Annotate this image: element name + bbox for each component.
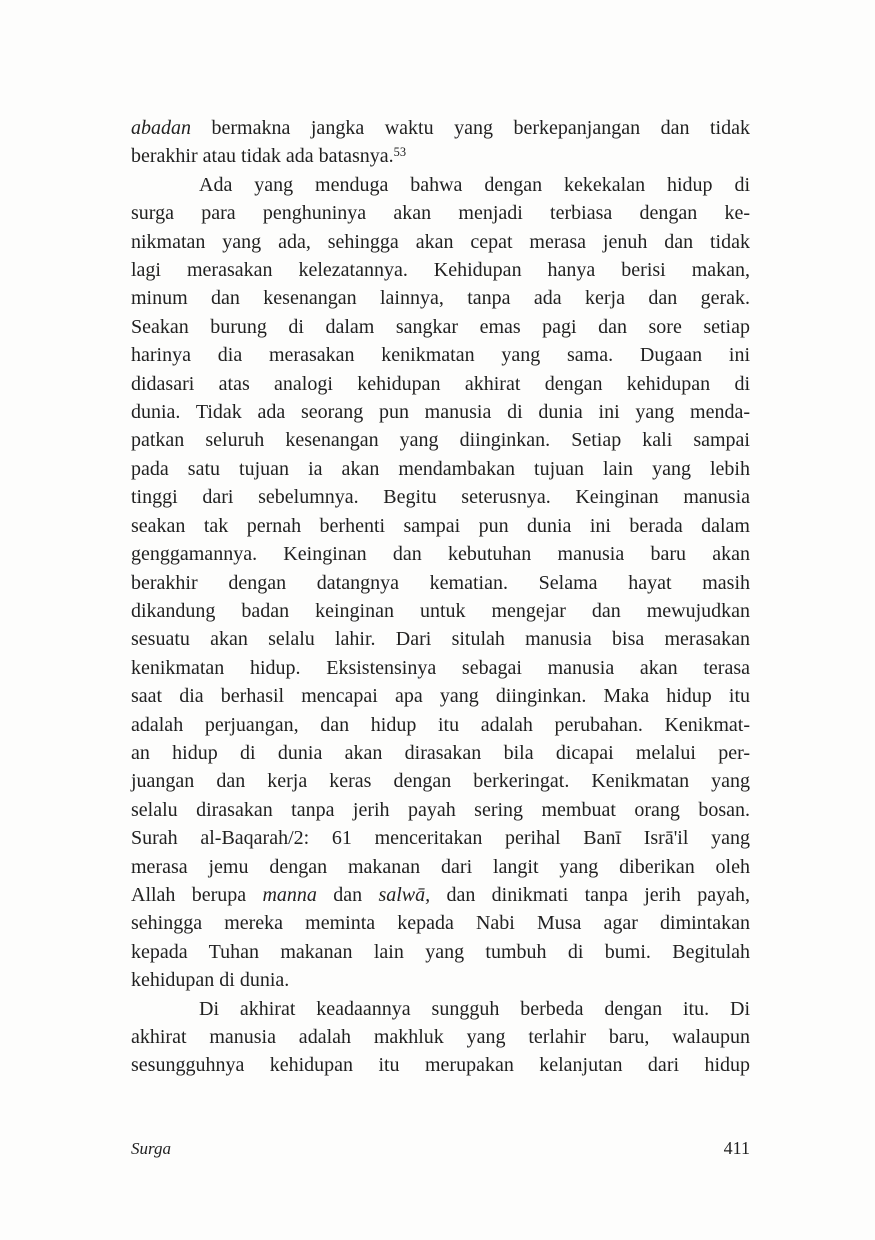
text-line: abadan bermakna jangka waktu yang berkepanjangan dan tidak bbox=[131, 117, 750, 139]
text-line: Ada yang menduga bahwa dengan kekekalan hidup di bbox=[199, 173, 750, 196]
text-line: dikandung badan keinginan untuk mengejar dan mewujudkan bbox=[131, 599, 750, 622]
text-line: akhirat manusia adalah makhluk yang terlahir baru, walaupun bbox=[131, 1026, 750, 1048]
text-line: harinya dia merasakan kenikmatan yang sama. Dugaan ini bbox=[131, 344, 750, 367]
text-line: an hidup di dunia akan dirasakan bila dicapai melalui per- bbox=[131, 741, 750, 764]
text-line: lagi merasakan kelezatannya. Kehidupan hanya berisi makan, bbox=[131, 259, 750, 282]
text-line: merasa jemu dengan makanan dari langit yang diberikan oleh bbox=[131, 855, 750, 878]
text-line: Surah al-Baqarah/2: 61 menceritakan perihal Banī Isrā'il yang bbox=[131, 827, 750, 850]
text-line: berakhir atau tidak ada batasnya.$^{53}$ bbox=[131, 144, 407, 168]
text-line: patkan seluruh kesenangan yang diinginkan. Setiap kali sampai bbox=[131, 429, 750, 452]
text-line: adalah perjuangan, dan hidup itu adalah perubahan. Kenikmat- bbox=[131, 713, 750, 736]
text-block bbox=[131, 114, 750, 1080]
text-line: Di akhirat keadaannya sungguh berbeda dengan itu. Di bbox=[199, 997, 750, 1020]
italic-term: abadan bbox=[131, 117, 191, 139]
running-title: Surga bbox=[131, 1139, 171, 1158]
italic-term: manna bbox=[262, 883, 317, 906]
text-line: sesuatu akan selalu lahir. Dari situlah manusia bisa merasakan bbox=[131, 628, 750, 651]
text-line: dunia. Tidak ada seorang pun manusia di dunia ini yang menda- bbox=[131, 401, 750, 424]
page-footer bbox=[131, 1138, 750, 1159]
text-line: sesungguhnya kehidupan itu merupakan kelanjutan dari hidup bbox=[131, 1054, 750, 1077]
text-line: surga para penghuninya akan menjadi terbiasa dengan ke- bbox=[131, 202, 750, 225]
text-line: kenikmatan hidup. Eksistensinya sebagai manusia akan terasa bbox=[131, 656, 750, 679]
text-line: nikmatan yang ada, sehingga akan cepat merasa jenuh dan tidak bbox=[131, 230, 750, 253]
page-number: 411 bbox=[723, 1138, 750, 1158]
text-line: selalu dirasakan tanpa jerih payah sering membuat orang bosan. bbox=[131, 798, 750, 821]
text-line: Seakan burung di dalam sangkar emas pagi dan sore setiap bbox=[131, 315, 750, 338]
text-line: seakan tak pernah berhenti sampai pun dunia ini berada dalam bbox=[131, 514, 750, 537]
text-line: minum dan kesenangan lainnya, tanpa ada kerja dan gerak. bbox=[131, 287, 750, 310]
text-line: berakhir dengan datangnya kematian. Selama hayat masih bbox=[131, 571, 750, 594]
text-line: didasari atas analogi kehidupan akhirat dengan kehidupan di bbox=[131, 372, 750, 395]
text-line: genggamannya. Keinginan dan kebutuhan manusia baru akan bbox=[131, 543, 750, 566]
text-line: saat dia berhasil mencapai apa yang diinginkan. Maka hidup itu bbox=[131, 685, 750, 708]
text-line: juangan dan kerja keras dengan berkeringat. Kenikmatan yang bbox=[131, 770, 750, 793]
footnote-reference: 53 bbox=[393, 144, 407, 159]
text-line: Allah berupa manna dan salwā, dan dinikmati tanpa jerih payah, bbox=[131, 883, 750, 906]
italic-term: salwā, bbox=[378, 883, 431, 906]
text-line: sehingga mereka meminta kepada Nabi Musa agar dimintakan bbox=[131, 912, 750, 935]
text-line: pada satu tujuan ia akan mendambakan tujuan lain yang lebih bbox=[131, 457, 750, 480]
text-line: kehidupan di dunia. bbox=[131, 969, 290, 992]
text-line: kepada Tuhan makanan lain yang tumbuh di bumi. Begitulah bbox=[131, 940, 750, 963]
text-line: tinggi dari sebelumnya. Begitu seterusnya. Keinginan manusia bbox=[131, 486, 750, 509]
